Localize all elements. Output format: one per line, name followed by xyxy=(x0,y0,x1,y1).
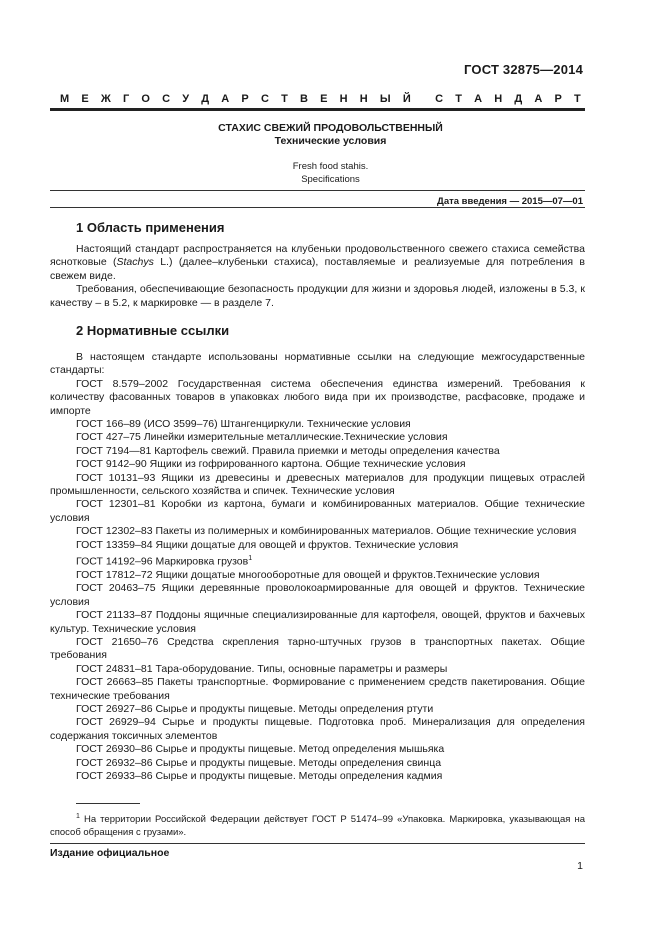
footnote-marker: 1 xyxy=(76,813,80,820)
banner-letter: А xyxy=(474,93,483,105)
requirements-paragraph: Требования, обеспечивающие безопасность продукции для жизни и здоровья людей, изложены в 5.3, к качеству – в 5.2, к маркировке — в разделе 7. xyxy=(50,283,585,309)
reference-item xyxy=(50,539,585,552)
date-rule-top xyxy=(50,190,585,191)
banner-letter: В xyxy=(299,93,308,105)
section-1-body xyxy=(50,243,585,310)
reference-item xyxy=(50,569,585,582)
title-ru: СТАХИС СВЕЖИЙ ПРОДОВОЛЬСТВЕННЫЙ xyxy=(218,122,443,134)
title-en: Fresh food stahis. xyxy=(292,161,369,172)
reference-text: ГОСТ 26929–94 Сырье и продукты пищевые. Подготовка проб. Минерализация для определения содержания токсичных элементов xyxy=(50,716,585,742)
footnote xyxy=(50,810,585,839)
reference-item xyxy=(50,378,585,418)
banner-letter: А xyxy=(534,93,543,105)
reference-text: ГОСТ 21133–87 Поддоны ящичные специализированные для картофеля, овощей, фруктов и бахчевых культур. Технические условия xyxy=(50,609,585,635)
section-2-title: 2 Нормативные ссылки xyxy=(76,323,230,338)
reference-item xyxy=(50,609,585,636)
banner-letter: Н xyxy=(494,93,503,105)
scope-text-a: Настоящий стандарт распространяется на клубеньки продовольственного свежего стахиса семейства яснотковые ( xyxy=(50,243,585,269)
title-ru-subtitle: Технические условия xyxy=(274,135,387,147)
reference-text: ГОСТ 12301–81 Коробки из картона, бумаги и комбинированных материалов. Общие технические условия xyxy=(50,498,585,524)
interstate-standard-banner xyxy=(60,93,581,105)
references-intro: В настоящем стандарте использованы нормативные ссылки на следующие межгосударственные стандарты: xyxy=(50,351,585,377)
banner-letter: У xyxy=(182,93,190,105)
banner-letter: Ы xyxy=(379,93,391,105)
section-1-title: 1 Область применения xyxy=(76,220,225,235)
banner-letter: Й xyxy=(402,93,411,105)
reference-text: ГОСТ 21650–76 Средства скрепления тарно-штучных грузов в транспортных пакетах. Общие требования xyxy=(50,636,585,662)
reference-text: ГОСТ 12302–83 Пакеты из полимерных и комбинированных материалов. Общие технические условия xyxy=(76,525,577,538)
reference-item xyxy=(50,458,585,471)
reference-text: ГОСТ 8.579–2002 Государственная система обеспечения единства измерений. Требования к количеству фасованных товаров в упаковках любого вида при их производстве, расфасовке, продаже и импорте xyxy=(50,377,585,417)
reference-item xyxy=(50,770,585,783)
banner-letter: Н xyxy=(359,93,368,105)
reference-item xyxy=(50,757,585,770)
reference-item xyxy=(50,418,585,431)
reference-text: ГОСТ 166–89 (ИСО 3599–76) Штангенциркули. Технические условия xyxy=(76,418,411,431)
reference-item xyxy=(50,431,585,444)
reference-text: ГОСТ 26927–86 Сырье и продукты пищевые. Методы определения ртути xyxy=(76,703,434,716)
banner-letter: Т xyxy=(281,93,288,105)
banner-letter: Р xyxy=(554,93,562,105)
reference-text: ГОСТ 17812–72 Ящики дощатые многооборотные для овощей и фруктов.Технические условия xyxy=(76,569,540,581)
scope-text-b: L.) (далее–клубеньки стахиса), поставляемые и реализуемые для потребления в свежем виде. xyxy=(50,256,585,282)
date-rule-bottom xyxy=(50,207,585,208)
reference-item xyxy=(50,703,585,716)
banner-letter: Г xyxy=(122,93,130,105)
banner-letter: Д xyxy=(201,93,210,105)
banner-letter: Е xyxy=(320,93,328,105)
standard-number: ГОСТ 32875—2014 xyxy=(464,62,583,77)
title-en-subtitle: Specifications xyxy=(301,174,360,185)
reference-item xyxy=(50,472,585,499)
reference-text: ГОСТ 427–75 Линейки измерительные металлические.Технические условия xyxy=(76,431,448,444)
banner-letter: М xyxy=(60,93,70,105)
reference-item xyxy=(50,582,585,609)
section-1-heading xyxy=(76,220,225,235)
banner-letter: О xyxy=(141,93,150,105)
section-2-body xyxy=(50,351,585,784)
reference-item xyxy=(50,445,585,458)
reference-text: ГОСТ 26663–85 Пакеты транспортные. Формирование с применением средств пакетирования. Общие технические требования xyxy=(50,676,585,702)
banner-letter: С xyxy=(435,93,444,105)
reference-item xyxy=(50,525,585,538)
banner-letter: Т xyxy=(455,93,462,105)
reference-item xyxy=(50,498,585,525)
english-title xyxy=(0,160,661,186)
reference-item xyxy=(50,663,585,676)
header-rule xyxy=(50,108,585,111)
banner-letter: С xyxy=(162,93,171,105)
reference-text: ГОСТ 20463–75 Ящики деревянные проволокоармированные для овощей и фруктов. Технические условия xyxy=(50,582,585,608)
banner-letter: Н xyxy=(339,93,348,105)
scope-latin-name: Stachys xyxy=(116,256,154,269)
banner-letter: Т xyxy=(574,93,581,105)
banner-letter: Ж xyxy=(100,93,111,105)
reference-text: ГОСТ 10131–93 Ящики из древесины и древесных материалов для продукции пищевых отраслей промышленности, сельского хозяйства и спичек. Технические условия xyxy=(50,471,585,498)
section-2-heading xyxy=(76,323,229,338)
page-number: 1 xyxy=(577,860,583,872)
reference-text: ГОСТ 13359–84 Ящики дощатые для овощей и фруктов. Технические условия xyxy=(76,538,459,551)
footnote-rule xyxy=(76,803,140,804)
scope-paragraph xyxy=(50,243,585,283)
reference-text: ГОСТ 7194—81 Картофель свежий. Правила приемки и методы определения качества xyxy=(76,444,500,457)
reference-item xyxy=(50,636,585,663)
reference-text: ГОСТ 14192–96 Маркировка грузов xyxy=(76,555,249,568)
reference-item xyxy=(50,552,585,569)
reference-text: ГОСТ 9142–90 Ящики из гофрированного картона. Общие технические условия xyxy=(76,458,466,471)
banner-letter: Д xyxy=(514,93,523,105)
reference-footnote-marker: 1 xyxy=(248,555,253,563)
official-edition-label: Издание официальное xyxy=(50,847,170,859)
reference-text: ГОСТ 26933–86 Сырье и продукты пищевые. Методы определения кадмия xyxy=(76,770,443,783)
reference-item xyxy=(50,743,585,756)
document-title xyxy=(0,122,661,148)
introduction-date: Дата введения — 2015—07—01 xyxy=(437,196,583,207)
banner-letter: Р xyxy=(241,93,249,105)
reference-text: ГОСТ 26930–86 Сырье и продукты пищевые. Метод определения мышьяка xyxy=(76,743,445,756)
reference-text: ГОСТ 26932–86 Сырье и продукты пищевые. Методы определения свинца xyxy=(76,756,442,769)
banner-letter: С xyxy=(260,93,269,105)
reference-text: ГОСТ 24831–81 Тара-оборудование. Типы, основные параметры и размеры xyxy=(76,662,448,675)
reference-item xyxy=(50,676,585,703)
footer-rule xyxy=(50,843,585,844)
banner-letter: А xyxy=(221,93,230,105)
reference-item xyxy=(50,716,585,743)
footnote-text: На территории Российской Федерации действует ГОСТ Р 51474–99 «Упаковка. Маркировка, указывающая на способ обращения с грузами». xyxy=(50,814,585,839)
banner-letter: Е xyxy=(81,93,89,105)
